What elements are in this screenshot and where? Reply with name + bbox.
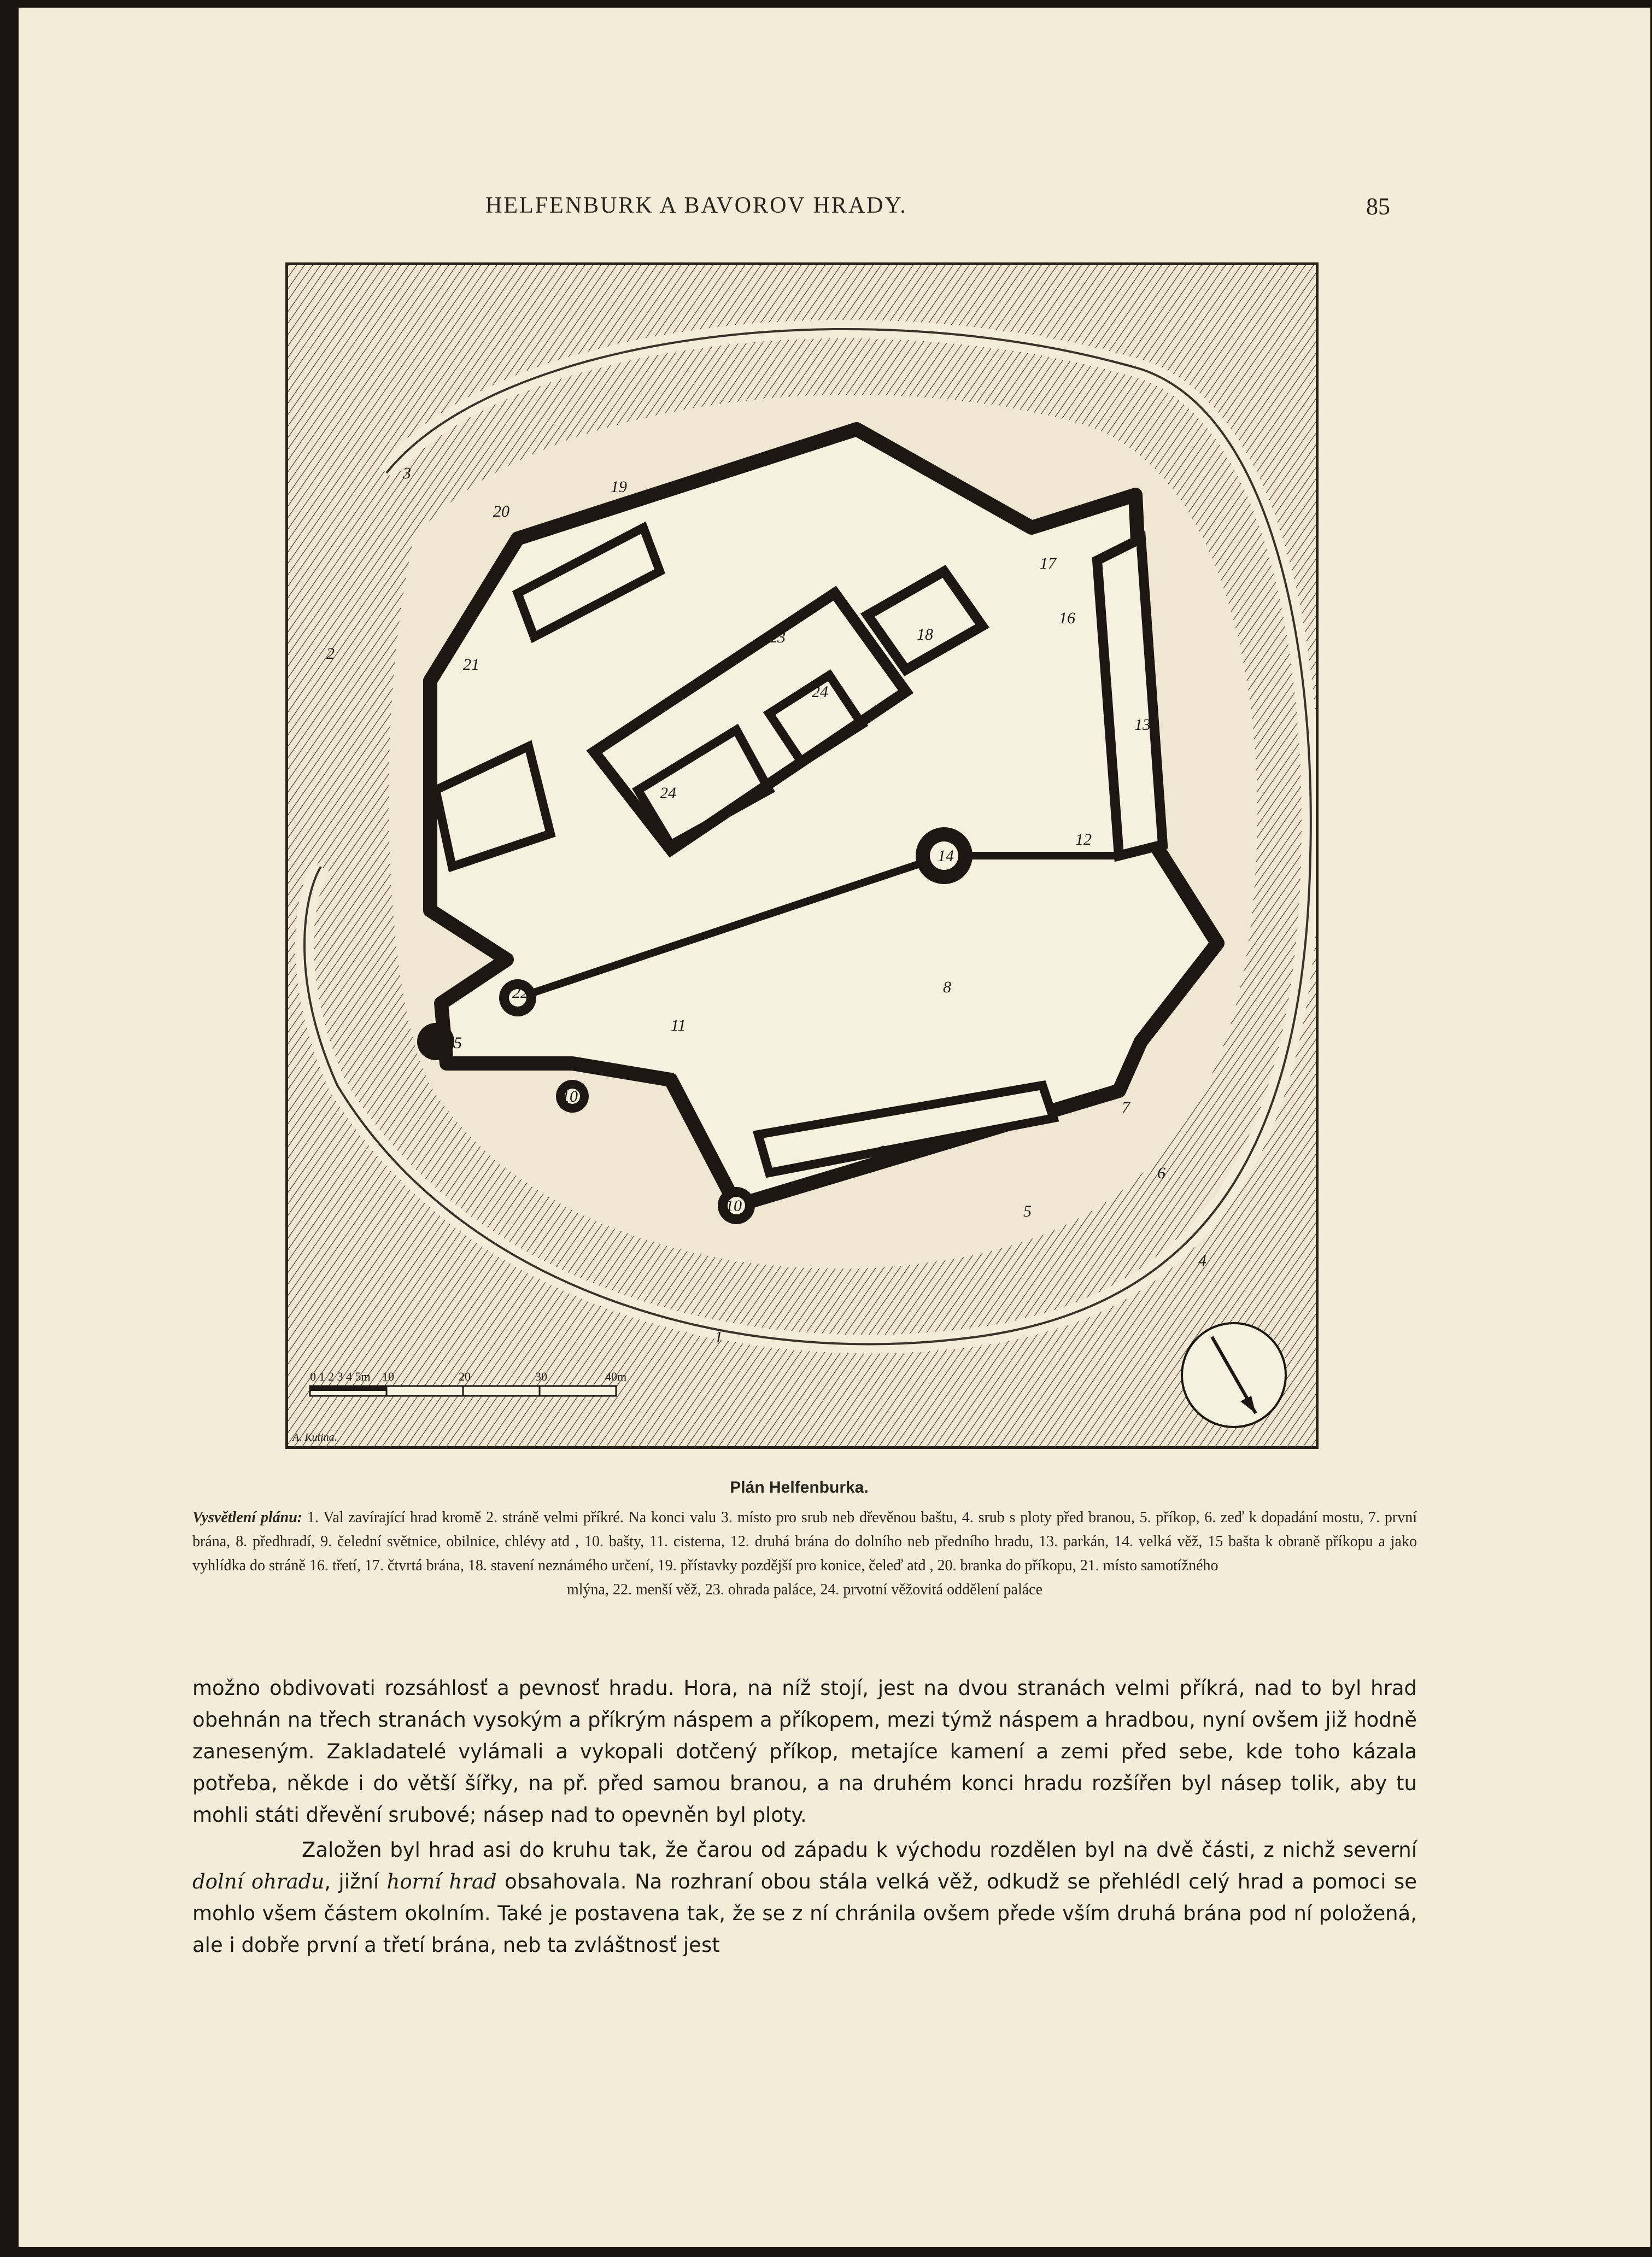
paragraph-2-part-a: Založen byl hrad asi do kruhu tak, že čarou od západu k východu rozdělen byl na dvě části, z nichž severní	[302, 1838, 1417, 1862]
scale-tick-40: 40m	[605, 1370, 627, 1383]
legend-lead: Vysvětlení plánu:	[192, 1509, 303, 1526]
label-12: 12	[1075, 831, 1092, 849]
label-1: 1	[714, 1328, 723, 1346]
book-page	[19, 8, 1650, 2247]
label-14: 14	[938, 847, 954, 865]
page-number: 85	[1366, 193, 1390, 220]
label-10b: 10	[725, 1197, 742, 1215]
label-4: 4	[1198, 1252, 1206, 1270]
paragraph-2-emphasis-2: horní hrad	[386, 1870, 497, 1893]
label-11: 11	[671, 1016, 686, 1034]
label-6: 6	[1157, 1164, 1165, 1182]
label-3: 3	[403, 464, 411, 482]
paragraph-2-emphasis-1: dolní ohradu	[192, 1870, 325, 1893]
label-24a: 24	[812, 683, 828, 701]
scale-tick-20: 20	[459, 1370, 471, 1383]
label-8: 8	[943, 978, 951, 996]
legend-last-line: mlýna, 22. menší věž, 23. ohrada paláce, 24. prvotní věžovitá oddělení paláce	[566, 1581, 1043, 1598]
label-7: 7	[1122, 1098, 1130, 1116]
label-18: 18	[917, 625, 933, 644]
paragraph-2-part-c: obsahovala. Na rozhraní obou stála velká věž, odkudž se přehlédl celý hrad a pomoci se mohlo všem částem okolním. Také je postavena tak, že se z ní chránila ovšem přede vším druhá brána pod ní položená, ale i dobře první a třetí brána, neb ta zvláštnosť jest	[192, 1870, 1417, 1957]
label-21: 21	[463, 656, 479, 674]
label-20: 20	[493, 502, 509, 521]
paragraph-1: možno obdivovati rozsáhlosť a pevnosť hradu. Hora, na níž stojí, jest na dvou stranách velmi příkrá, nad to byl hrad obehnán na třech stranách vysokým a příkrým náspem a příkopem, mezi týmž náspem a hradbou, nyní ovšem již hodně zaneseným. Zakladatelé vylámali a vykopali dotčený příkop, metajíce kamení a zemi před sebe, kde toho kázala potřeba, někde i do větší šířky, na př. před samou branou, a na druhém konci hradu rozšířen byl násep tolik, aby tu mohli státi dřevění srubové; násep nad to opevněn byl ploty.	[192, 1676, 1417, 1827]
castle-plan-drawing	[288, 265, 1316, 1446]
scale-tick-30: 30	[535, 1370, 547, 1383]
running-header: HELFENBURK A BAVOROV HRADY.	[485, 193, 907, 218]
label-17: 17	[1040, 554, 1056, 572]
label-9: 9	[878, 1142, 887, 1160]
label-24b: 24	[660, 784, 676, 802]
paragraph-2	[192, 1834, 1417, 1961]
body-text	[192, 1673, 1417, 1964]
label-10a: 10	[561, 1087, 578, 1106]
label-22: 22	[512, 984, 529, 1002]
label-23: 23	[769, 628, 786, 646]
figure-legend	[192, 1506, 1417, 1602]
scale-tick-0: 0 1 2 3 4 5m	[310, 1370, 371, 1383]
paragraph-2-part-b: , jižní	[324, 1870, 387, 1893]
figure-caption-title: Plán Helfenburka.	[730, 1478, 869, 1496]
label-13: 13	[1134, 716, 1151, 734]
plan-signature: A. Kutina.	[292, 1431, 337, 1443]
label-5: 5	[1023, 1202, 1032, 1220]
label-19: 19	[611, 478, 627, 496]
scale-tick-10: 10	[382, 1370, 394, 1383]
label-16: 16	[1059, 609, 1075, 627]
legend-text: 1. Val zavírající hrad kromě 2. stráně velmi příkré. Na konci valu 3. místo pro srub neb dřevěnou baštu, 4. srub s ploty před branou, 5. příkop, 6. zeď k dopadání mostu, 7. první brána, 8. předhradí, 9. čelední světnice, obilnice, chlévy atd , 10. bašty, 11. cisterna, 12. druhá brána do dolního neb předního hradu, 13. parkán, 14. velká věž, 15 bašta k obraně příkopu a jako vyhlídka do stráně 16. třetí, 17. čtvrtá brána, 18. stavení neznámého určení, 19. přístavky pozdější pro konice, čeleď atd , 20. branka do příkopu, 21. místo samotížného	[192, 1509, 1417, 1574]
label-15: 15	[446, 1034, 462, 1052]
label-2: 2	[326, 645, 335, 663]
castle-plan-figure	[285, 262, 1319, 1449]
